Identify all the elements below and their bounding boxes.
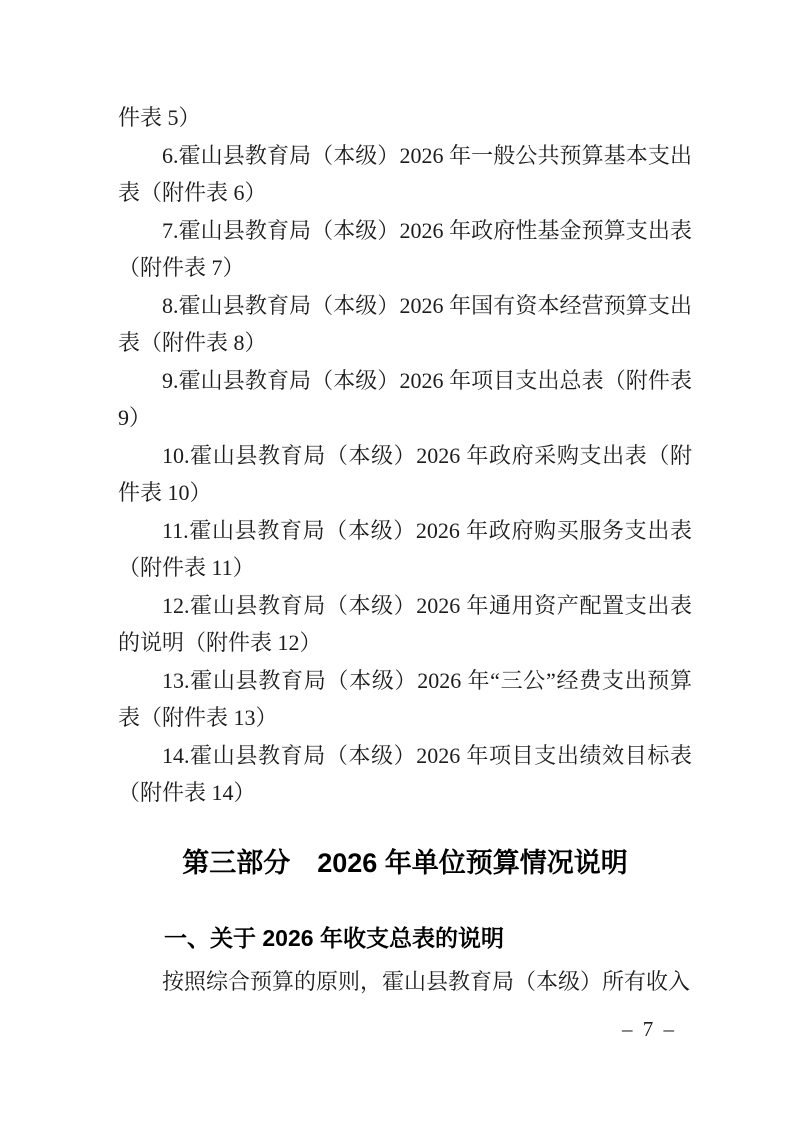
attachment-list-item: 10.霍山县教育局（本级）2026 年政府采购支出表（附件表 10） xyxy=(118,442,692,505)
attachment-list-item: 11.霍山县教育局（本级）2026 年政府购买服务支出表（附件表 11） xyxy=(118,517,692,580)
attachment-list-item: 14.霍山县教育局（本级）2026 年项目支出绩效目标表（附件表 14） xyxy=(118,742,692,805)
attachment-list-item: 6.霍山县教育局（本级）2026 年一般公共预算基本支出表（附件表 6） xyxy=(118,142,692,205)
section-heading: 第三部分 2026 年单位预算情况说明 xyxy=(182,847,628,878)
attachment-list-item: 12.霍山县教育局（本级）2026 年通用资产配置支出表的说明（附件表 12） xyxy=(118,592,692,655)
attachment-list-item: 7.霍山县教育局（本级）2026 年政府性基金预算支出表（附件表 7） xyxy=(118,217,692,280)
attachment-list-continuation-line: 件表 5） xyxy=(118,105,201,130)
page-number: – 7 – xyxy=(622,1017,674,1041)
attachment-list-item: 9.霍山县教育局（本级）2026 年项目支出总表（附件表 9） xyxy=(118,367,692,430)
attachment-list-item: 13.霍山县教育局（本级）2026 年“三公”经费支出预算表（附件表 13） xyxy=(118,667,692,730)
attachment-list-item: 8.霍山县教育局（本级）2026 年国有资本经营预算支出表（附件表 8） xyxy=(118,292,692,355)
subsection-heading: 一、关于 2026 年收支总表的说明 xyxy=(164,924,504,951)
document-content xyxy=(118,99,692,1000)
body-paragraph: 按照综合预算的原则，霍山县教育局（本级）所有收入 xyxy=(162,968,691,994)
